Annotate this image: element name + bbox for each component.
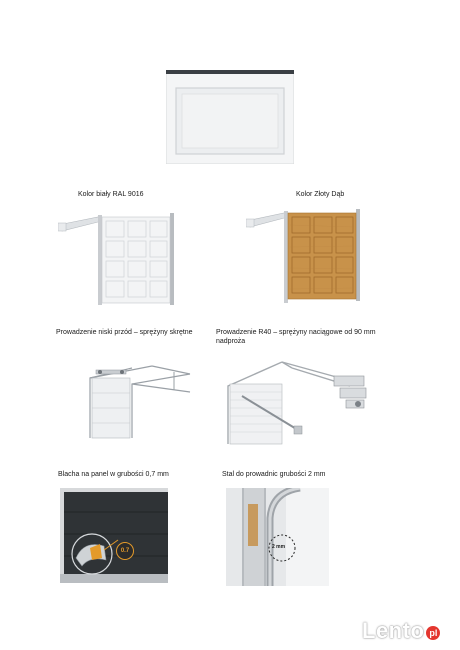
r40-caption: Prowadzenie R40 – sprężyny naciągowe od 90 mm nadproża xyxy=(216,329,376,345)
dark-panel-photo xyxy=(60,488,168,583)
white-color-caption: Kolor biały RAL 9016 xyxy=(78,191,144,198)
low-front-track-image xyxy=(82,360,194,440)
white-door-image xyxy=(58,205,188,307)
oak-color-caption: Kolor Złoty Dąb xyxy=(296,191,345,198)
lento-brand-text: Lento xyxy=(362,618,425,643)
guide-thickness-badge-label: 2 mm xyxy=(272,544,286,550)
steel-guide-photo xyxy=(226,488,329,586)
lento-watermark xyxy=(362,618,440,644)
r40-track-image xyxy=(222,356,372,446)
sheet-thickness-badge xyxy=(116,542,134,560)
oak-door-image xyxy=(246,205,366,305)
sheet-thickness-badge-label: 0.7 xyxy=(120,548,130,554)
low-front-caption: Prowadzenie niski przód – sprężyny skrętne xyxy=(56,329,193,336)
steel-guide-caption: Stal do prowadnic grubości 2 mm xyxy=(222,471,326,478)
lento-pl-badge: pl xyxy=(426,626,440,640)
white-panel-sample-image xyxy=(166,70,294,164)
sheet-thickness-caption: Blacha na panel w grubości 0,7 mm xyxy=(58,471,169,478)
